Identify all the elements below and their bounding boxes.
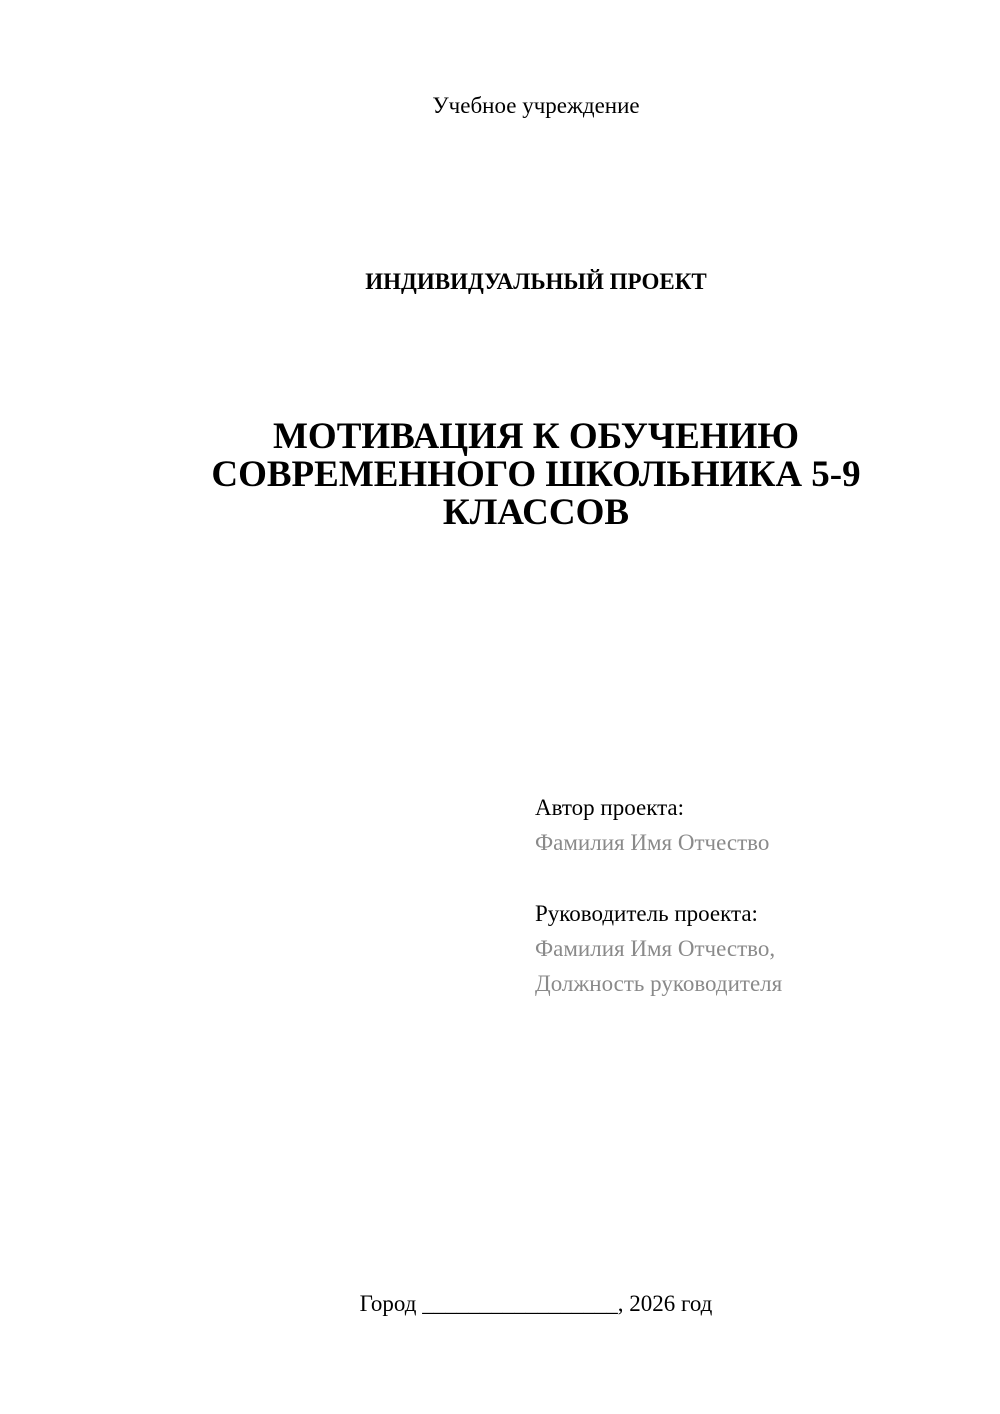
author-name: Фамилия Имя Отчество: [535, 830, 770, 855]
title-line: СОВРЕМЕННОГО ШКОЛЬНИКА 5-9: [211, 454, 861, 495]
credits-block: [535, 790, 975, 1001]
credits-spacer: [535, 860, 975, 896]
author-label: Автор проекта:: [535, 795, 684, 820]
city-year-line: Город _________________, 2026 год: [359, 1291, 713, 1316]
title-line: КЛАССОВ: [442, 492, 630, 533]
institution-name: Учебное учреждение: [432, 93, 640, 118]
title-line: МОТИВАЦИЯ К ОБУЧЕНИЮ: [273, 416, 799, 457]
document-type: ИНДИВИДУАЛЬНЫЙ ПРОЕКТ: [365, 269, 707, 294]
supervisor-name: Фамилия Имя Отчество,: [535, 936, 776, 961]
supervisor-label: Руководитель проекта:: [535, 901, 758, 926]
project-title: [0, 418, 1000, 532]
supervisor-position: Должность руководителя: [535, 971, 783, 996]
